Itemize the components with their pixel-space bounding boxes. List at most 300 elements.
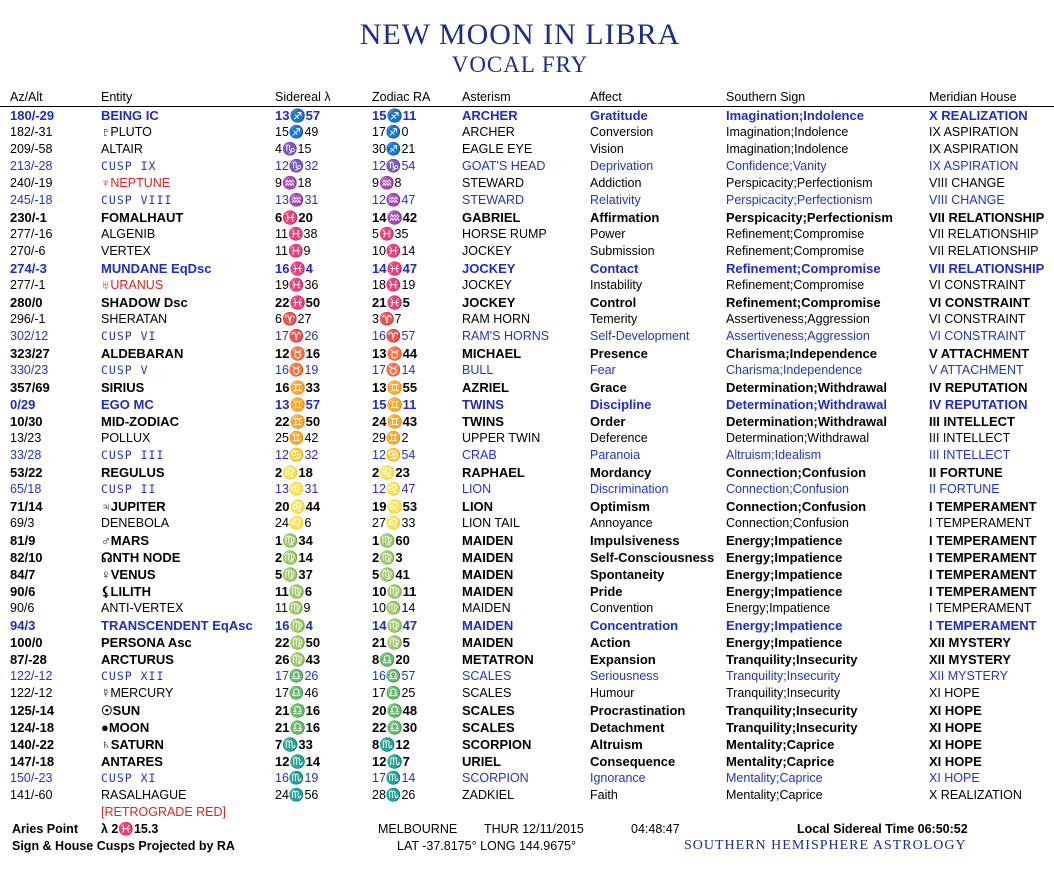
row-asterism: ARCHER [462,108,518,123]
retrograde-note: [RETROGRADE RED] [101,805,227,819]
row-entity: SIRIUS [101,380,145,395]
row-southern-sign: Determination;Withdrawal [726,397,887,412]
row-sidereal: 19♓36 [275,278,319,292]
row-az-alt: 330/23 [10,363,49,377]
row-asterism: HORSE RUMP [462,227,547,241]
header-affect: Affect [590,90,622,104]
row-asterism: MAIDEN [462,584,514,599]
row-meridian-house: XI HOPE [929,771,980,785]
row-southern-sign: Assertiveness;Aggression [726,329,870,343]
row-asterism: MAIDEN [462,618,514,633]
row-affect: Gratitude [590,108,648,123]
aries-point-value: λ 2♓15.3 [101,822,159,836]
row-zodiac-ra: 16♈57 [372,329,416,343]
row-az-alt: 87/-28 [10,652,47,667]
row-zodiac-ra: 14♒42 [372,210,418,225]
row-az-alt: 124/-18 [10,720,55,735]
table-row [0,379,1054,396]
row-meridian-house: IX ASPIRATION [929,125,1019,139]
row-meridian-house: XII MYSTERY [929,669,1008,683]
row-entity: ♇PLUTO [101,125,152,139]
row-affect: Relativity [590,193,641,207]
row-meridian-house: XI HOPE [929,703,982,718]
row-az-alt: 65/18 [10,482,42,496]
row-affect: Impulsiveness [590,533,680,548]
row-sidereal: 4♑15 [275,142,312,156]
row-zodiac-ra: 10♓14 [372,244,416,258]
row-entity: ●MOON [101,720,150,735]
row-sidereal: 12♉16 [275,346,321,361]
row-affect: Deprivation [590,159,654,173]
row-zodiac-ra: 18♓19 [372,278,416,292]
row-affect: Temerity [590,312,638,326]
aries-point-label: Aries Point [12,822,78,836]
row-sidereal: 9♒18 [275,176,312,190]
row-zodiac-ra: 17♎25 [372,686,416,700]
row-zodiac-ra: 14♓47 [372,261,418,276]
row-sidereal: 12♏14 [275,754,321,769]
row-asterism: MICHAEL [462,346,522,361]
row-southern-sign: Tranquility;Insecurity [726,686,841,700]
row-meridian-house: IV REPUTATION [929,380,1028,395]
table-row [0,617,1054,634]
row-entity: MID-ZODIAC [101,414,179,429]
header-az-alt: Az/Alt [10,90,43,104]
row-southern-sign: Tranquility;Insecurity [726,720,858,735]
row-sidereal: 13♌31 [275,482,319,496]
row-affect: Fear [590,363,616,377]
row-az-alt: 277/-1 [10,278,46,292]
row-zodiac-ra: 12♏7 [372,754,410,769]
row-southern-sign: Mentality;Caprice [726,788,823,802]
row-affect: Contact [590,261,639,276]
row-entity: PERSONA Asc [101,635,192,650]
row-entity: CUSP IX [101,159,157,173]
row-entity: REGULUS [101,465,165,480]
row-asterism: METATRON [462,652,534,667]
row-affect: Control [590,295,637,310]
row-zodiac-ra: 17♉14 [372,363,416,377]
table-row [0,243,1054,260]
row-zodiac-ra: 12♌47 [372,482,416,496]
header-southern-sign: Southern Sign [726,90,806,104]
page-subtitle: VOCAL FRY [451,52,589,77]
row-southern-sign: Energy;Impatience [726,618,843,633]
row-asterism: JOCKEY [462,295,516,310]
row-sidereal: 6♓20 [275,210,313,225]
ephemeris-table [0,107,1054,804]
row-meridian-house: V ATTACHMENT [929,346,1030,361]
table-row [0,209,1054,226]
row-affect: Mordancy [590,465,652,480]
row-meridian-house: VIII CHANGE [929,193,1005,207]
table-row [0,260,1054,277]
row-asterism: GABRIEL [462,210,521,225]
row-asterism: JOCKEY [462,261,516,276]
row-affect: Annoyance [590,516,653,530]
row-zodiac-ra: 9♒8 [372,176,402,190]
row-affect: Action [590,635,631,650]
table-row [0,549,1054,566]
row-affect: Deference [590,431,648,445]
row-zodiac-ra: 3♈7 [372,312,402,326]
row-affect: Ignorance [590,771,646,785]
row-affect: Expansion [590,652,656,667]
row-asterism: ZADKIEL [462,788,515,802]
table-row [0,770,1054,787]
row-entity: CUSP XII [101,669,165,683]
time: 04:48:47 [631,822,680,836]
row-sidereal: 26♍43 [275,652,321,667]
row-meridian-house: XII MYSTERY [929,635,1011,650]
row-meridian-house: I TEMPERAMENT [929,618,1037,633]
row-affect: Optimism [590,499,650,514]
page-title: NEW MOON IN LIBRA [359,18,681,51]
row-asterism: STEWARD [462,193,525,207]
row-southern-sign: Imagination;Indolence [726,125,849,139]
table-row [0,107,1054,124]
row-meridian-house: XI HOPE [929,754,982,769]
row-meridian-house: XI HOPE [929,686,980,700]
row-az-alt: 90/6 [10,584,36,599]
row-affect: Paranoia [590,448,641,462]
row-entity: ♄SATURN [101,737,164,752]
row-entity: CUSP VIII [101,193,173,207]
header-entity: Entity [101,90,133,104]
row-meridian-house: VII RELATIONSHIP [929,261,1045,276]
row-zodiac-ra: 22♎30 [372,720,418,735]
row-affect: Affirmation [590,210,660,225]
row-az-alt: 100/0 [10,635,43,650]
row-affect: Seriousness [590,669,659,683]
row-az-alt: 274/-3 [10,261,47,276]
row-az-alt: 140/-22 [10,737,55,752]
row-zodiac-ra: 17♏14 [372,771,416,785]
row-affect: Pride [590,584,623,599]
table-row [0,736,1054,753]
row-affect: Concentration [590,618,679,633]
row-az-alt: 90/6 [10,601,35,615]
row-entity: ALDEBARAN [101,346,184,361]
row-asterism: SCORPION [462,737,532,752]
row-sidereal: 21♎16 [275,703,321,718]
row-southern-sign: Energy;Impatience [726,533,843,548]
cusps-note: Sign & House Cusps Projected by RA [12,839,235,853]
row-entity: TRANSCENDENT EqAsc [101,618,253,633]
row-southern-sign: Connection;Confusion [726,482,849,496]
header-meridian-house: Meridian House [929,90,1017,104]
row-meridian-house: X REALIZATION [929,108,1028,123]
row-meridian-house: VIII CHANGE [929,176,1005,190]
row-sidereal: 16♉19 [275,363,319,377]
row-asterism: LION TAIL [462,516,520,530]
row-asterism: STEWARD [462,176,525,190]
row-zodiac-ra: 2♍3 [372,550,403,565]
row-sidereal: 11♍9 [275,601,311,615]
row-affect: Submission [590,244,655,258]
row-asterism: URIEL [462,754,501,769]
row-entity: CUSP III [101,448,165,462]
row-entity: ☊NTH NODE [101,550,181,565]
row-affect: Spontaneity [590,567,665,582]
table-row [0,668,1054,685]
row-southern-sign: Connection;Confusion [726,465,867,480]
row-meridian-house: III INTELLECT [929,448,1011,462]
row-zodiac-ra: 12♋54 [372,448,416,462]
row-entity: CUSP XI [101,771,157,785]
row-sidereal: 16♓4 [275,261,313,276]
row-sidereal: 16♊33 [275,380,321,395]
row-zodiac-ra: 30♐21 [372,142,416,156]
row-affect: Self-Consciousness [590,550,715,565]
row-sidereal: 16♍4 [275,618,313,633]
row-asterism: AZRIEL [462,380,509,395]
row-sidereal: 22♊50 [275,414,321,429]
row-meridian-house: VII RELATIONSHIP [929,244,1039,258]
row-meridian-house: VII RELATIONSHIP [929,210,1045,225]
table-row [0,277,1054,294]
row-zodiac-ra: 21♍5 [372,635,410,650]
row-zodiac-ra: 15♊11 [372,397,417,412]
row-affect: Procrastination [590,703,686,718]
row-southern-sign: Imagination;Indolence [726,108,864,123]
row-meridian-house: I TEMPERAMENT [929,533,1037,548]
row-affect: Discipline [590,397,652,412]
table-row [0,430,1054,447]
row-meridian-house: VI CONSTRAINT [929,295,1031,310]
row-meridian-house: IX ASPIRATION [929,142,1019,156]
table-row [0,294,1054,311]
brand-logo-text: SOUTHERN HEMISPHERE ASTROLOGY [684,838,967,853]
row-zodiac-ra: 5♍41 [372,567,410,582]
table-row [0,651,1054,668]
row-az-alt: 302/12 [10,329,49,343]
row-zodiac-ra: 19♌53 [372,499,418,514]
row-entity: VERTEX [101,244,151,258]
table-row [0,583,1054,600]
row-sidereal: 12♋32 [275,448,319,462]
row-zodiac-ra: 28♏26 [372,788,416,802]
row-southern-sign: Connection;Confusion [726,516,849,530]
row-az-alt: 150/-23 [10,771,53,785]
row-southern-sign: Determination;Withdrawal [726,380,887,395]
row-asterism: RAM HORN [462,312,531,326]
row-entity: RASALHAGUE [101,788,187,802]
row-southern-sign: Mentality;Caprice [726,771,823,785]
row-meridian-house: IV REPUTATION [929,397,1028,412]
row-zodiac-ra: 13♊55 [372,380,418,395]
row-meridian-house: I TEMPERAMENT [929,516,1032,530]
row-sidereal: 2♍14 [275,550,313,565]
row-entity: ♆NEPTUNE [101,176,171,190]
row-affect: Power [590,227,626,241]
table-row [0,175,1054,192]
row-affect: Humour [590,686,635,700]
row-southern-sign: Charisma;Independence [726,363,863,377]
row-asterism: ARCHER [462,125,515,139]
row-affect: Detachment [590,720,665,735]
table-row [0,192,1054,209]
row-southern-sign: Energy;Impatience [726,584,843,599]
table-row [0,702,1054,719]
row-entity: ♂MARS [101,533,150,548]
row-entity: EGO MC [101,397,154,412]
row-southern-sign: Energy;Impatience [726,550,843,565]
row-zodiac-ra: 16♎57 [372,669,416,683]
row-az-alt: 230/-1 [10,210,47,225]
row-asterism: EAGLE EYE [462,142,533,156]
row-sidereal: 20♌44 [275,499,321,514]
location: MELBOURNE [378,822,458,836]
row-meridian-house: II FORTUNE [929,465,1003,480]
row-asterism: LION [462,499,494,514]
row-entity: ALTAIR [101,142,143,156]
row-meridian-house: X REALIZATION [929,788,1022,802]
row-az-alt: 122/-12 [10,686,53,700]
row-az-alt: 125/-14 [10,703,55,718]
row-meridian-house: XI HOPE [929,720,982,735]
row-affect: Conversion [590,125,654,139]
row-meridian-house: II FORTUNE [929,482,1000,496]
row-southern-sign: Mentality;Caprice [726,754,835,769]
row-zodiac-ra: 15♐11 [372,108,417,123]
row-meridian-house: VI CONSTRAINT [929,278,1026,292]
row-sidereal: 17♎26 [275,669,319,683]
row-meridian-house: VI CONSTRAINT [929,312,1026,326]
row-az-alt: 182/-31 [10,125,53,139]
table-row [0,464,1054,481]
row-southern-sign: Mentality;Caprice [726,737,835,752]
table-row [0,362,1054,379]
table-row [0,685,1054,702]
row-zodiac-ra: 8♎20 [372,652,410,667]
row-zodiac-ra: 21♓5 [372,295,410,310]
row-sidereal: 16♏19 [275,771,319,785]
row-zodiac-ra: 29♊2 [372,431,409,445]
row-sidereal: 21♎16 [275,720,321,735]
row-sidereal: 7♏33 [275,737,313,752]
row-az-alt: 13/23 [10,431,42,445]
row-asterism: TWINS [462,414,504,429]
row-az-alt: 323/27 [10,346,50,361]
row-asterism: RAPHAEL [462,465,525,480]
table-row [0,532,1054,549]
row-az-alt: 180/-29 [10,108,55,123]
row-meridian-house: VI CONSTRAINT [929,329,1026,343]
row-sidereal: 17♈26 [275,329,319,343]
row-asterism: GOAT'S HEAD [462,159,546,173]
row-meridian-house: I TEMPERAMENT [929,601,1032,615]
row-zodiac-ra: 5♓35 [372,227,409,241]
row-az-alt: 84/7 [10,567,36,582]
row-entity: ☿MERCURY [101,686,174,700]
row-az-alt: 280/0 [10,295,43,310]
row-sidereal: 13♊57 [275,397,321,412]
row-sidereal: 5♍37 [275,567,313,582]
row-az-alt: 270/-6 [10,244,46,258]
row-asterism: MAIDEN [462,550,514,565]
row-affect: Discrimination [590,482,669,496]
row-southern-sign: Tranquility;Insecurity [726,652,858,667]
row-sidereal: 25♊42 [275,431,319,445]
row-asterism: JOCKEY [462,244,513,258]
row-southern-sign: Connection;Confusion [726,499,867,514]
row-asterism: RAM'S HORNS [462,329,550,343]
row-asterism: MAIDEN [462,567,514,582]
header-zodiac-ra: Zodiac RA [372,90,431,104]
row-asterism: CRAB [462,448,497,462]
row-zodiac-ra: 8♏12 [372,737,410,752]
row-asterism: SCORPION [462,771,529,785]
row-meridian-house: I TEMPERAMENT [929,550,1037,565]
row-meridian-house: V ATTACHMENT [929,363,1024,377]
row-affect: Order [590,414,626,429]
row-entity: ⚸LILITH [101,584,151,599]
row-southern-sign: Altruism;Idealism [726,448,822,462]
row-sidereal: 17♎46 [275,686,319,700]
row-affect: Convention [590,601,654,615]
row-sidereal: 24♏56 [275,788,319,802]
row-entity: CUSP V [101,363,149,377]
row-az-alt: 357/69 [10,380,50,395]
table-row [0,719,1054,736]
lat-long: LAT -37.8175° LONG 144.9675° [397,839,577,853]
header-asterism: Asterism [462,90,511,104]
row-southern-sign: Refinement;Compromise [726,278,865,292]
row-affect: Presence [590,346,648,361]
row-affect: Addiction [590,176,642,190]
table-row [0,515,1054,532]
row-entity: ANTI-VERTEX [101,601,184,615]
row-entity: CUSP II [101,482,157,496]
table-row [0,328,1054,345]
row-southern-sign: Tranquility;Insecurity [726,703,858,718]
table-row [0,753,1054,770]
row-az-alt: 69/3 [10,516,35,530]
row-sidereal: 13♐57 [275,108,321,123]
row-asterism: MAIDEN [462,635,514,650]
row-az-alt: 122/-12 [10,669,53,683]
row-zodiac-ra: 10♍14 [372,601,416,615]
row-az-alt: 240/-19 [10,176,53,190]
row-az-alt: 53/22 [10,465,43,480]
table-row [0,600,1054,617]
row-southern-sign: Refinement;Compromise [726,227,865,241]
row-meridian-house: XII MYSTERY [929,652,1011,667]
row-asterism: MAIDEN [462,533,514,548]
row-southern-sign: Perspicacity;Perfectionism [726,176,873,190]
row-zodiac-ra: 14♍47 [372,618,418,633]
row-zodiac-ra: 13♉44 [372,346,418,361]
date: THUR 12/11/2015 [484,822,584,836]
row-southern-sign: Energy;Impatience [726,567,843,582]
table-row [0,447,1054,464]
row-sidereal: 11♓38 [275,227,318,241]
row-sidereal: 24♌6 [275,516,312,530]
row-affect: Altruism [590,737,643,752]
row-southern-sign: Refinement;Compromise [726,295,881,310]
row-asterism: UPPER TWIN [462,431,541,445]
row-asterism: SCALES [462,703,515,718]
table-row [0,345,1054,362]
row-zodiac-ra: 12♒47 [372,193,416,207]
row-zodiac-ra: 27♌33 [372,516,416,530]
table-row [0,396,1054,413]
row-az-alt: 296/-1 [10,312,46,326]
row-sidereal: 22♍50 [275,635,321,650]
row-entity: MUNDANE EqDsc [101,261,212,276]
row-zodiac-ra: 1♍60 [372,533,410,548]
